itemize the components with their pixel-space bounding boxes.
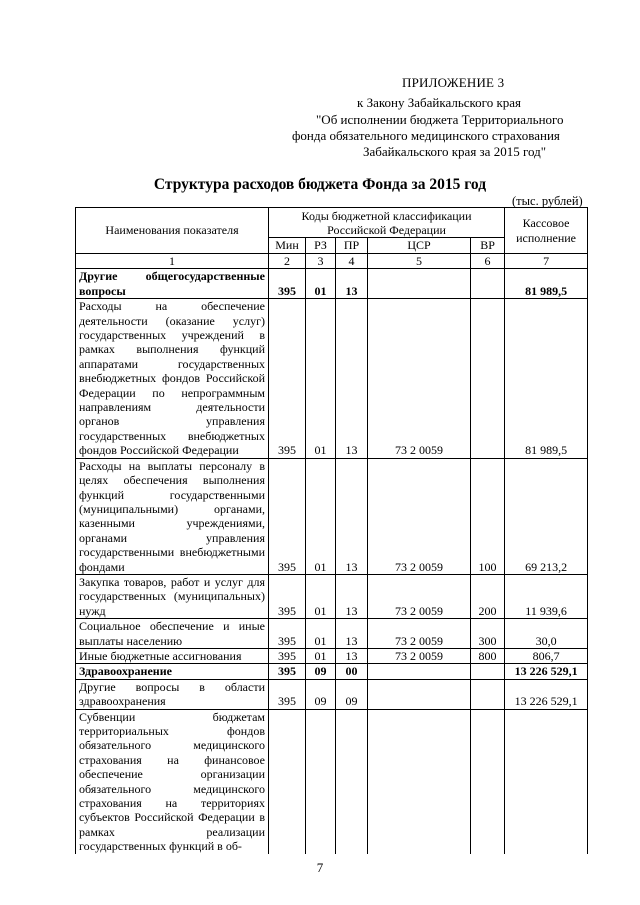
col-number: 7 <box>505 254 588 269</box>
header-csr: ЦСР <box>368 238 471 254</box>
cell-name: Здравоохранение <box>76 664 269 679</box>
cell-amount <box>505 709 588 854</box>
units-label: (тыс. рублей) <box>512 194 583 208</box>
cell-min: 395 <box>269 269 306 299</box>
cell-amount: 13 226 529,1 <box>505 679 588 709</box>
cell-csr: 73 2 0059 <box>368 619 471 649</box>
cell-vr: 100 <box>471 458 505 574</box>
cell-min: 395 <box>269 299 306 458</box>
col-number: 5 <box>368 254 471 269</box>
appendix-line: фонда обязательного медицинского страхования <box>292 128 560 143</box>
cell-pr: 00 <box>336 664 368 679</box>
cell-amount: 81 989,5 <box>505 269 588 299</box>
header-min: Мин <box>269 238 306 254</box>
cell-min: 395 <box>269 574 306 618</box>
cell-csr: 73 2 0059 <box>368 458 471 574</box>
cell-rz: 09 <box>306 664 336 679</box>
cell-vr <box>471 709 505 854</box>
appendix-line: Забайкальского края за 2015 год" <box>363 144 547 159</box>
cell-rz: 01 <box>306 458 336 574</box>
table-row <box>76 269 588 299</box>
table-row <box>76 709 588 854</box>
col-number: 3 <box>306 254 336 269</box>
cell-vr <box>471 679 505 709</box>
cell-pr: 13 <box>336 299 368 458</box>
appendix-line: "Об исполнении бюджета Территориального <box>316 112 564 127</box>
cell-csr <box>368 664 471 679</box>
col-number: 1 <box>76 254 269 269</box>
appendix-title: ПРИЛОЖЕНИЕ 3 <box>402 75 505 90</box>
header-rz: РЗ <box>306 238 336 254</box>
cell-amount: 69 213,2 <box>505 458 588 574</box>
header-vr: ВР <box>471 238 505 254</box>
cell-min <box>269 709 306 854</box>
cell-rz: 01 <box>306 574 336 618</box>
cell-rz <box>306 709 336 854</box>
cell-csr <box>368 709 471 854</box>
cell-amount: 81 989,5 <box>505 299 588 458</box>
cell-pr: 13 <box>336 648 368 663</box>
cell-min: 395 <box>269 619 306 649</box>
cell-min: 395 <box>269 679 306 709</box>
cell-name: Другие вопросы в области здравоохранения <box>76 679 269 709</box>
cell-csr <box>368 269 471 299</box>
cell-vr <box>471 299 505 458</box>
cell-rz: 01 <box>306 648 336 663</box>
appendix-line: к Закону Забайкальского края <box>357 95 522 110</box>
header-amount: Кассовое исполнение <box>505 208 588 254</box>
col-number: 4 <box>336 254 368 269</box>
cell-name: Закупка товаров, работ и услуг для государственных (муниципальных) нужд <box>76 574 269 618</box>
header-name: Наименования показателя <box>76 208 269 254</box>
cell-rz: 01 <box>306 619 336 649</box>
cell-amount: 806,7 <box>505 648 588 663</box>
cell-rz: 09 <box>306 679 336 709</box>
cell-rz: 01 <box>306 299 336 458</box>
header-pr: ПР <box>336 238 368 254</box>
cell-name: Расходы на обеспечение деятельности (оказание услуг) государственных учреждений в рамках выполнения функций аппаратами государственных внебюджетных фондов Российской Федерации по непрограммным направлениям деятельности органов управления государственных внебюджетных фондов Российской Федерации <box>76 299 269 458</box>
cell-name: Другие общегосударственные вопросы <box>76 269 269 299</box>
expenditure-table <box>75 207 588 854</box>
document-title: Структура расходов бюджета Фонда за 2015 год <box>153 176 487 193</box>
cell-pr: 13 <box>336 574 368 618</box>
cell-vr <box>471 664 505 679</box>
table-header <box>76 208 588 269</box>
cell-name: Субвенции бюджетам территориальных фондов обязательного медицинского страхования на финансовое обеспечение организации обязательного медицинского страхования на территориях субъектов Российской Федерации в рамках реализации государственных функций в об- <box>76 709 269 854</box>
table-body <box>76 269 588 854</box>
cell-vr: 300 <box>471 619 505 649</box>
cell-vr <box>471 269 505 299</box>
cell-pr: 13 <box>336 458 368 574</box>
cell-min: 395 <box>269 648 306 663</box>
cell-pr <box>336 709 368 854</box>
table-row <box>76 679 588 709</box>
cell-name: Расходы на выплаты персоналу в целях обеспечения выполнения функций государственными (муниципальными) органами, казенными учреждениями, органами управления государственными внебюджетными фондами <box>76 458 269 574</box>
cell-amount: 30,0 <box>505 619 588 649</box>
col-number: 6 <box>471 254 505 269</box>
cell-name: Социальное обеспечение и иные выплаты населению <box>76 619 269 649</box>
cell-pr: 09 <box>336 679 368 709</box>
page-number: 7 <box>316 860 324 875</box>
cell-vr: 800 <box>471 648 505 663</box>
table-row <box>76 648 588 663</box>
cell-csr <box>368 679 471 709</box>
cell-amount: 13 226 529,1 <box>505 664 588 679</box>
cell-pr: 13 <box>336 269 368 299</box>
col-number: 2 <box>269 254 306 269</box>
table-row <box>76 574 588 618</box>
cell-csr: 73 2 0059 <box>368 574 471 618</box>
cell-min: 395 <box>269 664 306 679</box>
cell-csr: 73 2 0059 <box>368 299 471 458</box>
cell-vr: 200 <box>471 574 505 618</box>
cell-name: Иные бюджетные ассигнования <box>76 648 269 663</box>
cell-pr: 13 <box>336 619 368 649</box>
table-row <box>76 619 588 649</box>
cell-rz: 01 <box>306 269 336 299</box>
header-codes-group: Коды бюджетной классификации Российской Федерации <box>269 208 505 238</box>
cell-amount: 11 939,6 <box>505 574 588 618</box>
cell-csr: 73 2 0059 <box>368 648 471 663</box>
table-row <box>76 664 588 679</box>
table-row <box>76 299 588 458</box>
cell-min: 395 <box>269 458 306 574</box>
table-row <box>76 458 588 574</box>
